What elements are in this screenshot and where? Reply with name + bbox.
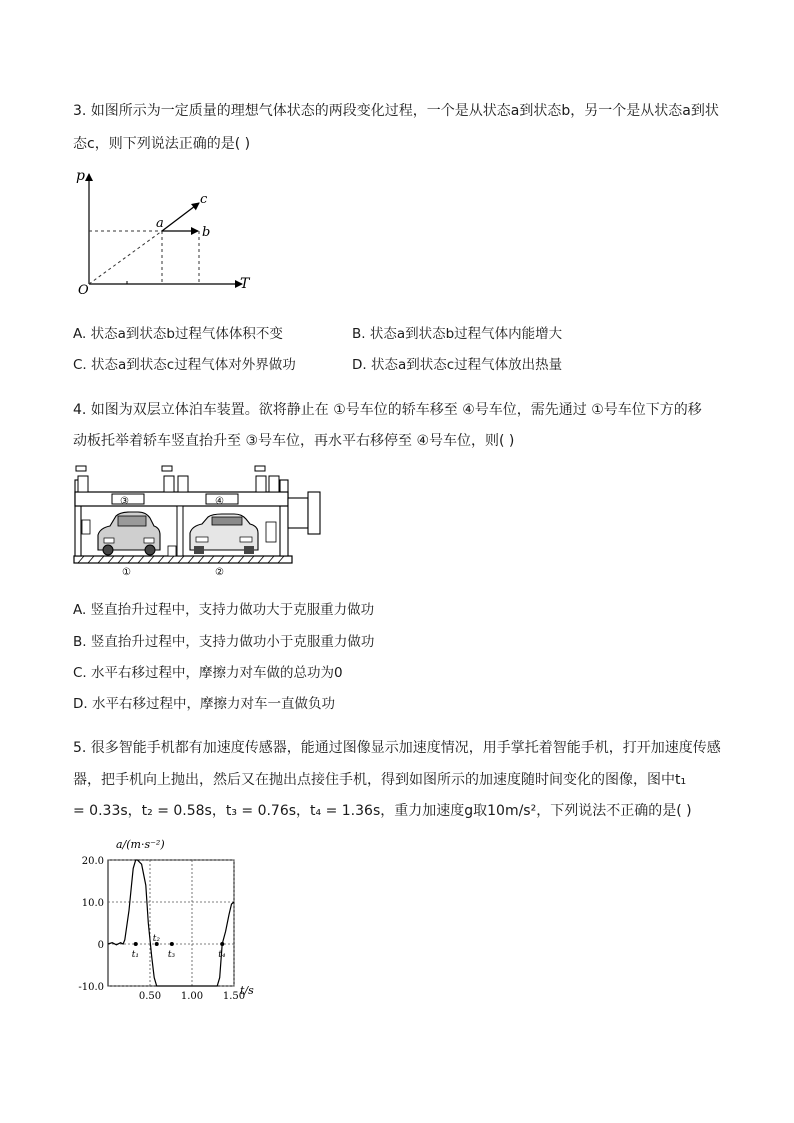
slot2-label: ② — [215, 567, 224, 578]
q5-stem-line3: = 0.33s，t₂ = 0.58s，t₃ = 0.76s，t₄ = 1.36s，重力加速度g取10m/s²，下列说法不正确的是( ) — [73, 803, 692, 819]
p-label: p — [76, 168, 85, 184]
hook-1 — [78, 476, 88, 492]
acceleration-curve — [108, 860, 234, 986]
q3-pt-diagram — [72, 166, 262, 298]
q3-option-d: D. 状态a到状态c过程气体放出热量 — [352, 357, 563, 373]
x-tick-label: 1.50 — [222, 991, 246, 1002]
q3-stem-line2: 态c，则下列说法正确的是( ) — [73, 136, 251, 152]
state-a-label: a — [156, 216, 164, 231]
process-a-to-c — [162, 203, 199, 231]
q4-option-d: D. 水平右移过程中，摩擦力对车一直做负功 — [73, 696, 335, 712]
state-c-label: c — [200, 192, 208, 207]
q3-option-b: B. 状态a到状态b过程气体内能增大 — [352, 326, 563, 342]
extension-line — [89, 231, 162, 284]
upper-deck — [75, 492, 288, 506]
car-1 — [98, 512, 160, 555]
car-2 — [190, 514, 258, 554]
y-tick-label: 10.0 — [81, 898, 104, 909]
x-axis-label: t/s — [240, 984, 254, 997]
slot4-label: ④ — [215, 496, 224, 507]
y-tick-label: -10.0 — [78, 982, 104, 993]
time-marker-label: t₃ — [167, 950, 176, 960]
acceleration-time-chart — [72, 832, 262, 1010]
hook-5 — [269, 476, 279, 492]
q3-stem-line1: 3. 如图所示为一定质量的理想气体状态的两段变化过程，一个是从状态a到状态b，另一个是从状态a到状 — [73, 103, 719, 119]
slot3-label: ③ — [120, 496, 129, 507]
state-b-label: b — [202, 225, 211, 240]
x-tick-label: 0.50 — [138, 991, 162, 1002]
q4-option-c: C. 水平右移过程中，摩擦力对车做的总功为0 — [73, 665, 343, 681]
x-tick-label: 1.00 — [180, 991, 204, 1002]
q4-stem-line1: 4. 如图为双层立体泊车装置。欲将静止在 ①号车位的轿车移至 ④号车位，需先通过 ①号车位下方的移 — [73, 402, 702, 418]
hook-2 — [164, 476, 174, 492]
right-post — [280, 480, 288, 556]
slot1-label: ① — [122, 567, 131, 578]
q3-option-a: A. 状态a到状态b过程气体体积不变 — [73, 326, 283, 342]
time-marker-dot — [170, 942, 174, 946]
q5-stem-line1: 5. 很多智能手机都有加速度传感器，能通过图像显示加速度情况，用手掌托着智能手机，打开加速度传感 — [73, 740, 721, 756]
hook-4 — [256, 476, 266, 492]
time-marker-dot — [134, 942, 138, 946]
time-marker-label: t₁ — [131, 950, 139, 960]
hook-3 — [178, 476, 188, 492]
motor-cap — [308, 492, 320, 534]
y-tick-label: 20.0 — [81, 856, 104, 867]
t-label: T — [240, 276, 250, 292]
time-marker-label: t₂ — [152, 934, 160, 944]
y-tick-label: 0 — [97, 940, 104, 951]
parking-diagram — [72, 462, 324, 580]
y-axis-label: a/(m·s⁻²) — [116, 838, 165, 851]
motor-box — [288, 498, 308, 528]
time-marker-dot — [220, 942, 224, 946]
origin-label: O — [78, 283, 89, 298]
time-marker-label: t₄ — [218, 950, 226, 960]
q5-stem-line2: 器，把手机向上抛出，然后又在抛出点接住手机，得到如图所示的加速度随时间变化的图像，图中t₁ — [73, 772, 687, 788]
q3-option-c: C. 状态a到状态c过程气体对外界做功 — [73, 357, 296, 373]
q4-stem-line2: 动板托举着轿车竖直抬升至 ③号车位，再水平右移停至 ④号车位，则( ) — [73, 433, 515, 449]
mid-pillar — [177, 506, 183, 556]
q4-option-b: B. 竖直抬升过程中，支持力做功小于克服重力做功 — [73, 634, 375, 650]
q4-option-a: A. 竖直抬升过程中，支持力做功大于克服重力做功 — [73, 602, 375, 618]
